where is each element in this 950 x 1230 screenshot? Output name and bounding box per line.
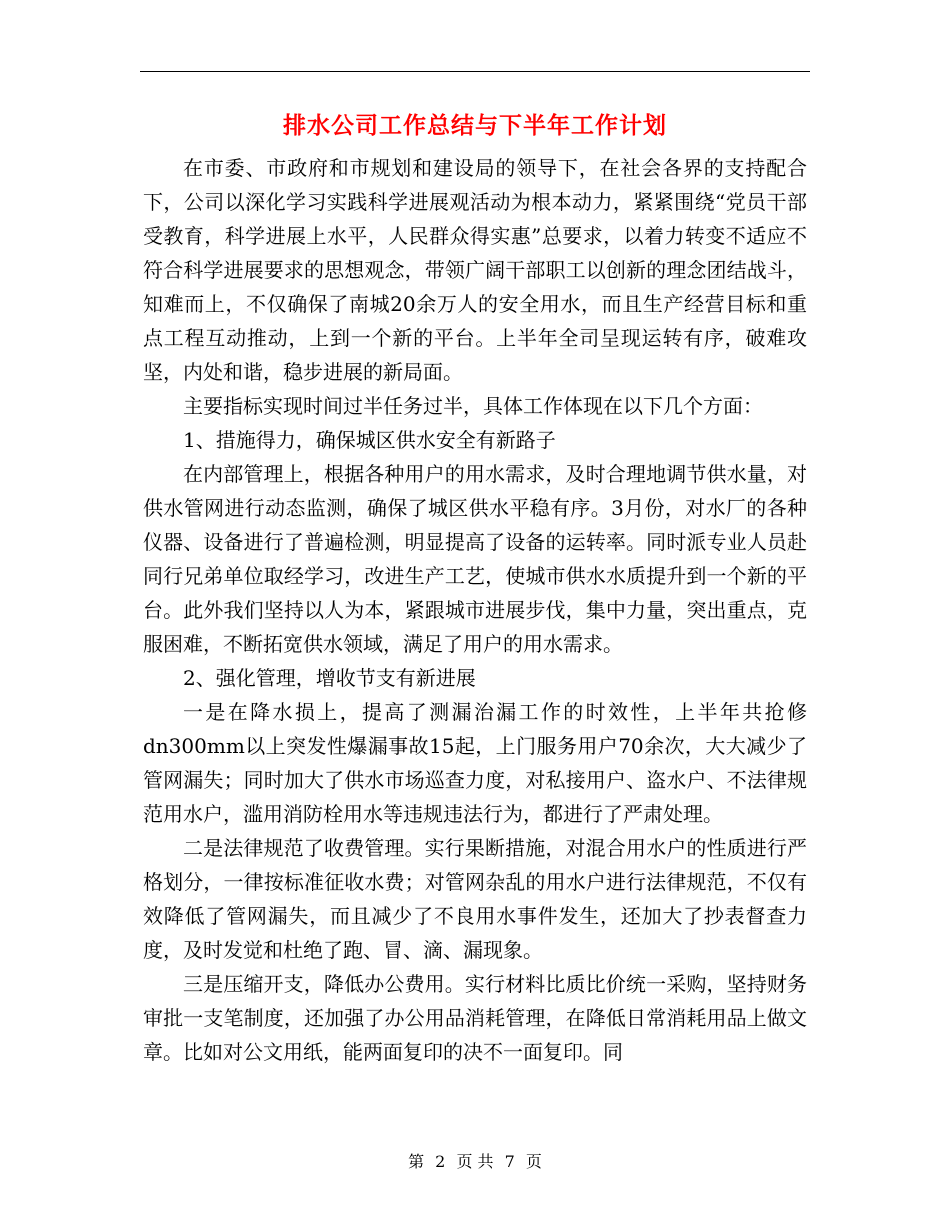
- paragraph: 三是压缩开支，降低办公费用。实行材料比质比价统一采购，坚持财务审批一支笔制度，还加强了办公用品消耗管理，在降低日常消耗用品上做文章。比如对公文用纸，能两面复印的决不一面复印。同: [143, 972, 807, 1064]
- page-footer: [0, 1150, 950, 1174]
- section-heading: 1、措施得力，确保城区供水安全有新路子: [183, 428, 556, 452]
- page-prefix: 第: [408, 1152, 425, 1171]
- header-rule: [140, 71, 810, 72]
- page-mid: 页 共: [456, 1152, 494, 1171]
- document-title: 排水公司工作总结与下半年工作计划: [283, 113, 667, 139]
- paragraph: 在市委、市政府和市规划和建设局的领导下，在社会各界的支持配合下，公司以深化学习实践科学进展观活动为根本动力，紧紧围绕“党员干部受教育，科学进展上水平，人民群众得实惠”总要求，以着力转变不适应不符合科学进展要求的思想观念，带领广阔干部职工以创新的理念团结战斗，知难而上，不仅确保了南城20余万人的安全用水，而且生产经营目标和重点工程互动推动，上到一个新的平台。上半年全司呈现运转有序，破难攻坚，内处和谐，稳步进展的新局面。: [143, 156, 807, 384]
- paragraph: 二是法律规范了收费管理。实行果断措施，对混合用水户的性质进行严格划分，一律按标准征收水费；对管网杂乱的用水户进行法律规范，不仅有效降低了管网漏失，而且减少了不良用水事件发生，还加大了抄表督查力度，及时发觉和杜绝了跑、冒、滴、漏现象。: [143, 836, 807, 962]
- page-suffix: 页: [525, 1152, 542, 1171]
- section-heading: 2、强化管理，增收节支有新进展: [183, 666, 476, 690]
- document-body: [143, 151, 807, 1069]
- page-current: 2: [435, 1152, 446, 1171]
- paragraph: 一是在降水损上，提高了测漏治漏工作的时效性，上半年共抢修dn300mm以上突发性爆漏事故15起，上门服务用户70余次，大大减少了管网漏失；同时加大了供水市场巡查力度，对私接用户、盗水户、不法律规范用水户，滥用消防栓用水等违规违法行为，都进行了严肃处理。: [143, 700, 807, 826]
- paragraph: 主要指标实现时间过半任务过半，具体工作体现在以下几个方面：: [183, 394, 763, 418]
- paragraph: 在内部管理上，根据各种用户的用水需求，及时合理地调节供水量，对供水管网进行动态监测，确保了城区供水平稳有序。3月份，对水厂的各种仪器、设备进行了普遍检测，明显提高了设备的运转率。同时派专业人员赴同行兄弟单位取经学习，改进生产工艺，使城市供水水质提升到一个新的平台。此外我们坚持以人为本，紧跟城市进展步伐，集中力量，突出重点，克服困难，不断拓宽供水领域，满足了用户的用水需求。: [143, 462, 807, 656]
- page-total: 7: [504, 1152, 515, 1171]
